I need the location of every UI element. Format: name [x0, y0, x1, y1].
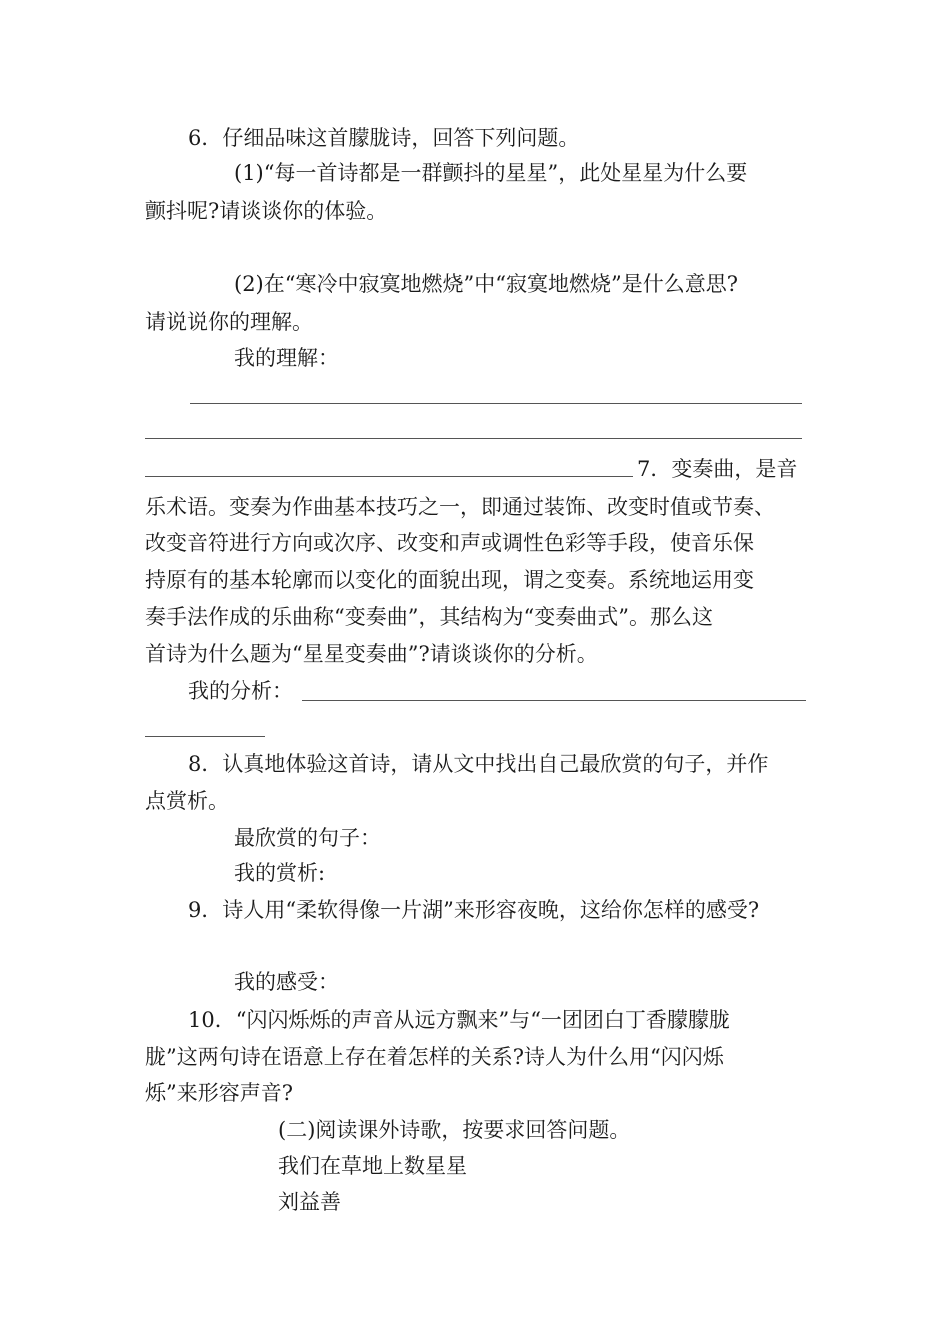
poem-title: 我们在草地上数星星 — [278, 1154, 467, 1178]
q7-line6: 首诗为什么题为“星星变奏曲”?请谈谈你的分析。 — [145, 642, 598, 666]
q6-part2-line2: 请说说你的理解。 — [145, 310, 313, 334]
q6-part1-line1: (1)“每一首诗都是一群颤抖的星星”，此处星星为什么要 — [234, 161, 748, 185]
poem-author: 刘益善 — [278, 1190, 341, 1214]
q8-favorite-label: 最欣赏的句子： — [234, 826, 381, 850]
q8-line2: 点赏析。 — [145, 789, 229, 813]
answer-line — [302, 700, 806, 701]
answer-line — [145, 476, 633, 477]
q6-part2-line1: (2)在“寒冷中寂寞地燃烧”中“寂寞地燃烧”是什么意思? — [234, 272, 738, 296]
answer-line — [145, 438, 802, 439]
q10-line3: 烁”来形容声音? — [145, 1081, 293, 1105]
q8-appreciation-label: 我的赏析: — [234, 861, 326, 885]
q8-line1: 8．认真地体验这首诗，请从文中找出自己最欣赏的句子，并作 — [188, 752, 769, 776]
q9-line1: 9．诗人用“柔软得像一片湖”来形容夜晚，这给你怎样的感受? — [188, 898, 760, 922]
answer-line — [145, 736, 265, 737]
q7-line2: 乐术语。变奏为作曲基本技巧之一，即通过装饰、改变时值或节奏、 — [145, 495, 775, 519]
q9-feeling-label: 我的感受： — [234, 970, 339, 994]
section2-heading: (二)阅读课外诗歌，按要求回答问题。 — [278, 1118, 631, 1142]
q6-part1-line2: 颤抖呢?请谈谈你的体验。 — [145, 199, 388, 223]
q7-line4: 持原有的基本轮廓而以变化的面貌出现，谓之变奏。系统地运用变 — [145, 568, 754, 592]
q6-understanding-label: 我的理解： — [234, 346, 339, 370]
q7-line5: 奏手法作成的乐曲称“变奏曲”，其结构为“变奏曲式”。那么这 — [145, 605, 713, 629]
q7-analysis-label: 我的分析： — [188, 679, 293, 703]
q7-line1: 7．变奏曲，是音 — [637, 457, 798, 481]
q7-line3: 改变音符进行方向或次序、改变和声或调性色彩等手段，使音乐保 — [145, 531, 754, 555]
q6-title: 6．仔细品味这首朦胧诗，回答下列问题。 — [188, 126, 580, 150]
answer-line — [190, 403, 802, 404]
q10-line1: 10．“闪闪烁烁的声音从远方飘来”与“一团团白丁香朦朦胧 — [188, 1008, 730, 1032]
q10-line2: 胧”这两句诗在语意上存在着怎样的关系?诗人为什么用“闪闪烁 — [145, 1045, 724, 1069]
